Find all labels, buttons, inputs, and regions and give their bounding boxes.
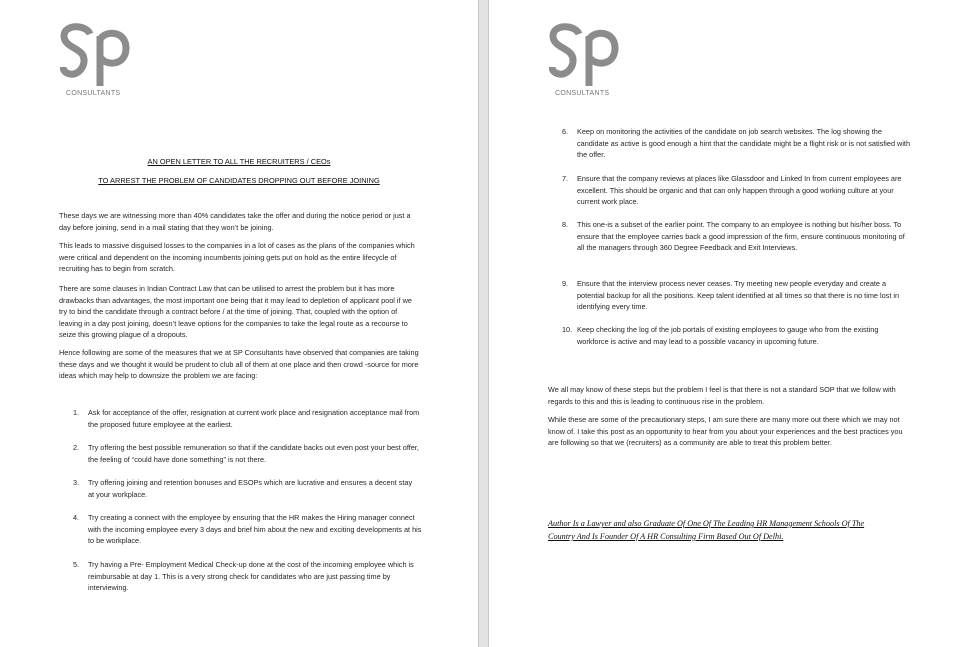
page-separator [478, 0, 489, 647]
list-text: Try having a Pre- Employment Medical Check-up done at the cost of the incoming employee which is reimbursable at day 1. This is a very strong check for candidates who are just passing time by interviewing. [88, 560, 414, 593]
list-number: 10. [562, 325, 573, 334]
list-item [562, 173, 912, 208]
list-number: 9. [562, 279, 569, 288]
closing-paragraph: We all may know of these steps but the problem I feel is that there is not a standard SOP that we follow with regards to this and this is leading to continuous rise in the problem. [548, 385, 896, 406]
sp-logo-icon [549, 18, 629, 98]
list-text: Ensure that the interview process never ceases. Try meeting new people everyday and create a potential backup for all the positions. Keep talent identified at all times so that there is no time lost in identifying every time. [577, 279, 900, 312]
list-number: 2. [73, 443, 80, 452]
paragraph: There are some clauses in Indian Contract Law that can be utilised to arrest the problem but it has more drawbacks than advantages, the most important one being that it may lead to depletion of applicant pool if we try to bind the candidate through a contract before / at the time of joining. That, coupled with the option of leaving in a day post joining, doesn’t leave options for the companies to take the legal route as a recourse to seize this growing plague of a dropouts. [59, 284, 412, 340]
document-page-1 [0, 0, 478, 647]
list-text: Try offering the best possible remuneration so that if the candidate backs out even post your best offer, the feeling of “could have done something” is not there. [88, 443, 419, 464]
list-text: This one-is a subset of the earlier point. The company to an employee is nothing but his/her boss. To ensure that the employee carries back a good impression of the firm, ensure continuous monitoring of all the managers through 360 Degree Feedback and Exit Interviews. [577, 220, 905, 253]
paragraph: Hence following are some of the measures that we at SP Consultants have observed that companies are taking these days and we thought it would be prudent to club all of them at one place and then crowd -source for more ideas which may help to downsize the problem we are facing: [59, 348, 419, 381]
list-text: Try offering joining and retention bonuses and ESOPs which are lucrative and ensures a decent stay at your workplace. [88, 478, 413, 499]
sp-logo-icon [60, 18, 140, 98]
list-number: 1. [73, 408, 80, 417]
list-item [73, 407, 428, 430]
list-number: 7. [562, 174, 569, 183]
list-item [562, 278, 912, 313]
paragraph: This leads to massive disguised losses to the companies in a lot of cases as the plans of the companies which were critical and dependent on the incoming incumbents joining gets put on hold as the entire lifecycle of recruiting has to begin from scratch. [59, 241, 415, 274]
logo-subtitle: CONSULTANTS [555, 90, 610, 97]
document-page-2 [489, 0, 967, 647]
author-note: Country And Is Founder Of A HR Consulting Firm Based Out Of Delhi. [548, 532, 784, 541]
list-text: Try creating a connect with the employee by ensuring that the HR makes the Hiring manager connect with the incoming employee every 3 days and brief him about the new and exciting developments at his to be workplace. [88, 513, 422, 546]
letter-subtitle: TO ARREST THE PROBLEM OF CANDIDATES DROPPING OUT BEFORE JOINING [98, 176, 380, 185]
list-item [73, 477, 413, 500]
list-item [73, 559, 428, 594]
list-text: Keep on monitoring the activities of the candidate on job search websites. The log showing the candidate as active is good enough a hint that the candidate might be a flight risk or is not satisfied with the offer. [577, 127, 911, 160]
author-note: Author Is a Lawyer and also Graduate Of One Of The Leading HR Management Schools Of The [548, 519, 865, 528]
list-number: 8. [562, 220, 569, 229]
list-item [73, 442, 428, 465]
list-number: 4. [73, 513, 80, 522]
letter-title: AN OPEN LETTER TO ALL THE RECRUITERS / CEOs [147, 157, 331, 166]
list-number: 3. [73, 478, 80, 487]
list-number: 6. [562, 127, 569, 136]
list-item [562, 324, 912, 347]
list-text: Ask for acceptance of the offer, resignation at current work place and resignation acceptance mail from the proposed future employee at the earliest. [88, 408, 420, 429]
list-number: 5. [73, 560, 80, 569]
logo-subtitle: CONSULTANTS [66, 90, 121, 97]
closing-paragraph: While these are some of the precautionary steps, I am sure there are many more out there which we may not know of. I take this post as an opportunity to hear from you about your experiences and the best practices you are following so that we (recruiters) as a community are able to treat this problem better. [548, 415, 903, 448]
list-item [562, 219, 912, 254]
list-text: Keep checking the log of the job portals of existing employees to gauge who from the existing workforce is active and may lead to a possible vacancy in upcoming future. [577, 325, 879, 346]
paragraph: These days we are witnessing more than 40% candidates take the offer and during the notice period or just a day before joining, send in a mail stating that they won’t be joining. [59, 211, 411, 232]
list-item [562, 126, 912, 161]
list-text: Ensure that the company reviews at places like Glassdoor and Linked In from current employees are excellent. This should be organic and that can only happen through a good working culture at your current work place. [577, 174, 902, 207]
list-item [73, 512, 428, 547]
